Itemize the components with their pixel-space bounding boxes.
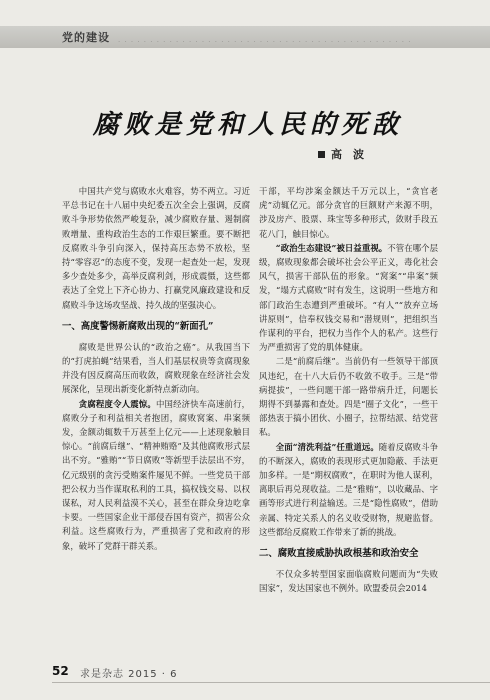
section-header bbox=[0, 22, 490, 56]
page-number: 52 bbox=[52, 664, 69, 678]
section1-p2-lead: 贪腐程度令人震惊。 bbox=[78, 398, 156, 409]
right-paragraph-4 bbox=[259, 440, 438, 539]
author-square-icon bbox=[318, 151, 325, 158]
right-p2-lead: “政治生态建设”被日益重视。 bbox=[275, 242, 388, 253]
section1-paragraph-1: 腐败是世界公认的“政治之癌”。从我国当下的“打虎拍蝇”结果看，当人们基层权贵等贪腐现象并没有因反腐高压而收敛，腐败现象在经济社会发展深化，呈现出新变化新特点新动向。 bbox=[62, 341, 250, 395]
section-label: 党的建设 bbox=[62, 31, 110, 44]
right-p4-body: 随着反腐败斗争的不断深入，腐败的表现形式更加隐蔽、手法更加多样。一是“期权腐败”，在职时为他人谋利，离职后再兑现收益。二是“雅贿”，以收藏品、字画等形式进行利益输送。三是“隐性腐败”，借助亲属、特定关系人的名义收受财物，规避监督。这些都给反腐败工作带来了新的挑战。 bbox=[259, 441, 438, 537]
footer-rule bbox=[52, 682, 490, 683]
intro-paragraph: 中国共产党与腐败水火难容，势不两立。习近平总书记在十八届中央纪委五次全会上强调，反腐败斗争形势依然严峻复杂，减少腐败存量、遏制腐败增量、重构政治生态的工作艰巨繁重。要不断把反腐败斗争引向深入，保持高压态势不放松，坚持“零容忍”的态度不变，发现一起查处一起，发现多少查处多少，高举反腐利剑，形成震慑，这些都表达了全党上下齐心协力、打赢党风廉政建设和反腐败斗争这场攻坚战、持久战的坚强决心。 bbox=[62, 186, 250, 310]
author-name: 高 波 bbox=[331, 148, 364, 161]
article-title: 腐败是党和人民的死敌 bbox=[92, 110, 403, 140]
right-p4-lead: 全面“清洗利益”任重道远。 bbox=[275, 441, 379, 452]
right-paragraph-2 bbox=[259, 241, 438, 355]
author-line bbox=[318, 146, 364, 162]
section2-heading: 二、腐败直接威胁执政根基和政治安全 bbox=[259, 548, 419, 560]
right-p2-body: 不管在哪个层级，腐败现象都会破坏社会公平正义，毒化社会风气，损害干部队伍的形象。“窝案”“串案”频发，“塌方式腐败”时有发生，这说明一些地方和部门政治生态遭到严重破坏。“有人”“放弃立场讲原则”，信奉权钱交易和“潜规则”，把组织当作谋利的平台，把权力当作个人的私产。这些行为严重损害了党的肌体健康。 bbox=[259, 242, 439, 353]
header-dots: · · · · · · · · · · · · · · · · · · · · · · · · · · · · · · · · · · · · · · · · · · · · · · bbox=[118, 38, 412, 46]
page-footer bbox=[52, 664, 282, 680]
right-paragraph-3: 二是“前腐后继”。当前仍有一些领导干部顶风违纪，在十八大后仍不收敛不收手。三是“带病提拔”，一些问题干部一路带病升迁，问题长期得不到暴露和查处。四是“圈子文化”，一些干部热衷于搞小团伙、小圈子，拉帮结派、结党营私。 bbox=[259, 356, 438, 438]
right-paragraph-1: 干部，平均涉案金额达千万元以上，“贪官老虎”动辄亿元。部分贪官的巨额财产来源不明，涉及房产、股票、珠宝等多种形式，敛财手段五花八门，触目惊心。 bbox=[259, 186, 438, 239]
right-column bbox=[259, 184, 438, 595]
section1-paragraph-2 bbox=[62, 397, 250, 553]
section1-p2-body: 中国经济快车高速前行，腐败分子和利益相关者抱团，腐败窝案、串案频发，金额动辄数千万甚至上亿元——上述现象触目惊心。“前腐后继”、“精神贿赂”及其他腐败形式层出不穷。“雅贿”“节日腐败”等新型手法层出不穷，亿元级别的贪污受贿案件屡见不鲜。一些党员干部把公权力当作谋取私利的工具，搞权钱交易、以权谋私，对人民利益漠不关心，甚至在群众身边吃拿卡要。一些国家企业干部侵吞国有资产，损害公众利益。这些腐败行为，严重损害了党和政府的形象，破坏了党群干群关系。 bbox=[62, 398, 251, 551]
left-column bbox=[62, 184, 250, 553]
section1-heading: 一、高度警惕新腐败出现的“新面孔” bbox=[62, 320, 214, 332]
journal-name: 求是杂志 2015 · 6 bbox=[80, 669, 178, 680]
section2-paragraph-1: 不仅众多转型国家面临腐败问题而为“失败国家”，发达国家也不例外。欧盟委员会2014 bbox=[259, 569, 438, 594]
